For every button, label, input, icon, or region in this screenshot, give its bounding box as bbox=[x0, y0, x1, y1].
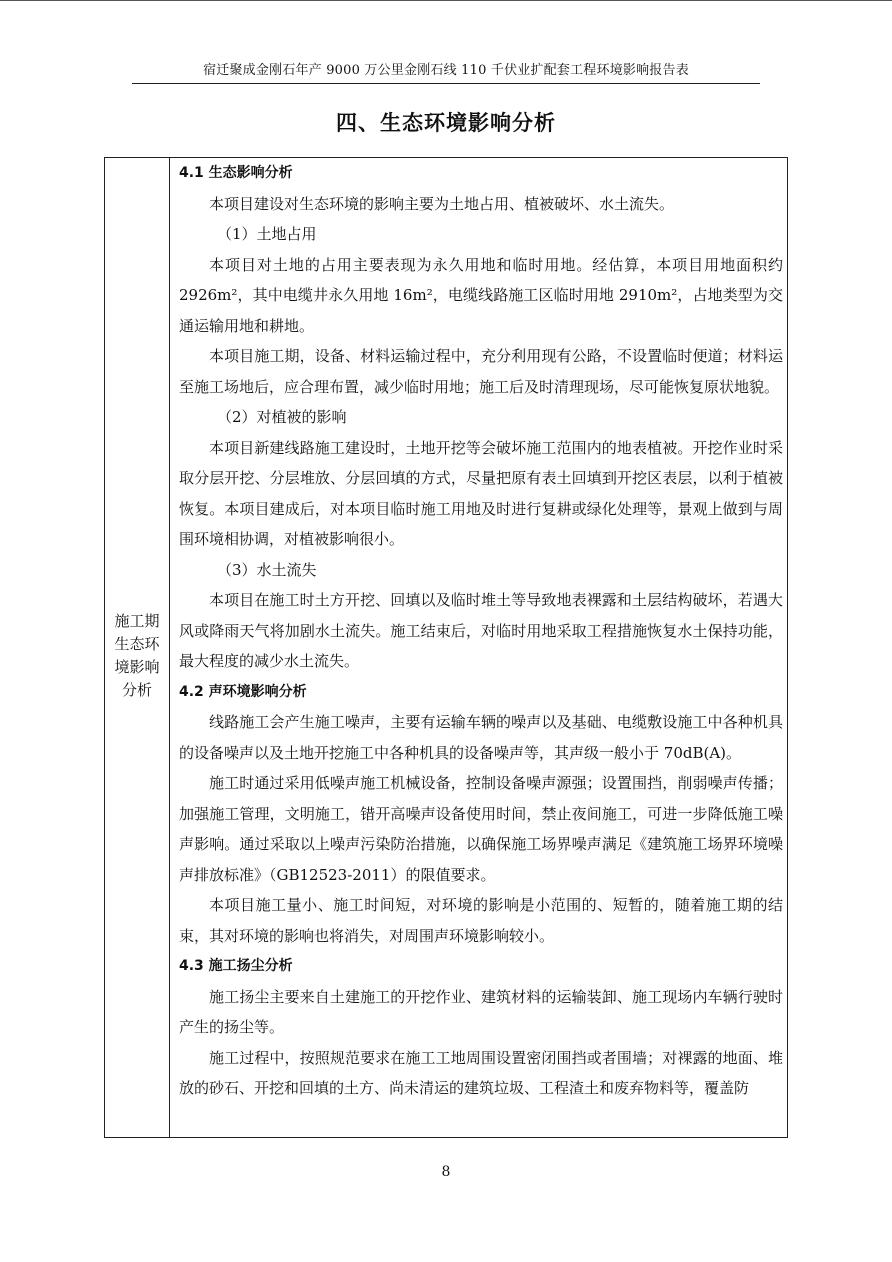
paragraph: 本项目施工量小、施工时间短，对环境的影响是小范围的、短暂的，随着施工期的结束，其对环境的影响也将消失，对周围声环境影响较小。 bbox=[179, 896, 783, 945]
paragraph: 施工过程中，按照规范要求在施工工地周围设置密闭围挡或者围墙；对裸露的地面、堆放的砂石、开挖和回填的土方、尚未清运的建筑垃圾、工程渣土和废弃物料等，覆盖防 bbox=[179, 1048, 783, 1097]
paragraph: 本项目新建线路施工建设时，土地开挖等会破坏施工范围内的地表植被。开挖作业时采取分层开挖、分层堆放、分层回填的方式，尽量把原有表土回填到开挖区表层，以利于植被恢复。本项目建成后，对本项目临时施工用地及时进行复耕或绿化处理等，景观上做到与周围环境相协调，对植被影响很小。 bbox=[179, 438, 783, 548]
content-cell bbox=[179, 158, 783, 1104]
paragraph: 本项目建设对生态环境的影响主要为土地占用、植被破坏、水土流失。 bbox=[209, 194, 675, 213]
left-label: 施工期生态环境影响分析 bbox=[114, 612, 160, 699]
section-title: 四、生态环境影响分析 bbox=[336, 111, 556, 135]
paragraph: 施工时通过采用低噪声施工机械设备，控制设备噪声源强；设置围挡，削弱噪声传播；加强施工管理，文明施工，错开高噪声设备使用时间，禁止夜间施工，可进一步降低施工噪声影响。通过采取以上噪声污染防治措施，以确保施工场界噪声满足《建筑施工场界环境噪声排放标准》（GB12523-2011）的限值要求。 bbox=[179, 774, 783, 884]
paragraph: 施工扬尘主要来自土建施工的开挖作业、建筑材料的运输装卸、施工现场内车辆行驶时产生的扬尘等。 bbox=[179, 987, 783, 1036]
paragraph: 本项目在施工时土方开挖、回填以及临时堆土等导致地表裸露和土层结构破坏，若遇大风或降雨天气将加剧水土流失。施工结束后，对临时用地采取工程措施恢复水土保持功能，最大程度的减少水土流失。 bbox=[179, 591, 783, 670]
paragraph: 本项目施工期，设备、材料运输过程中，充分利用现有公路，不设置临时便道；材料运至施工场地后，应合理布置，减少临时用地；施工后及时清理现场，尽可能恢复原状地貌。 bbox=[179, 347, 783, 396]
page-number: 8 bbox=[441, 1164, 451, 1180]
left-label-cell bbox=[105, 158, 170, 1137]
top-border-line bbox=[0, 0, 892, 1]
paragraph: 线路施工会产生施工噪声，主要有运输车辆的噪声以及基础、电缆敷设施工中各种机具的设备噪声以及土地开挖施工中各种机具的设备噪声等，其声级一般小于 70dB(A)。 bbox=[179, 713, 783, 762]
content-table bbox=[104, 157, 788, 1138]
heading-4-3: 4.3 施工扬尘分析 bbox=[179, 958, 293, 974]
paragraph: 本项目对土地的占用主要表现为永久用地和临时用地。经估算，本项目用地面积约 2926m²，其中电缆井永久用地 16m²，电缆线路施工区临时用地 2910m²，占地类型为交通运输用地和耕地。 bbox=[179, 255, 783, 335]
heading-4-1: 4.1 生态影响分析 bbox=[179, 165, 293, 181]
running-header: 宿迁聚成金刚石年产 9000 万公里金刚石线 110 千伏业扩配套工程环境影响报告表 bbox=[203, 63, 689, 78]
subheading-soil-erosion: （3）水土流失 bbox=[217, 560, 317, 579]
subheading-land-occupation: （1）土地占用 bbox=[217, 225, 317, 243]
header-rule bbox=[132, 83, 760, 84]
heading-4-2: 4.2 声环境影响分析 bbox=[179, 683, 307, 700]
subheading-vegetation: （2）对植被的影响 bbox=[217, 408, 347, 426]
